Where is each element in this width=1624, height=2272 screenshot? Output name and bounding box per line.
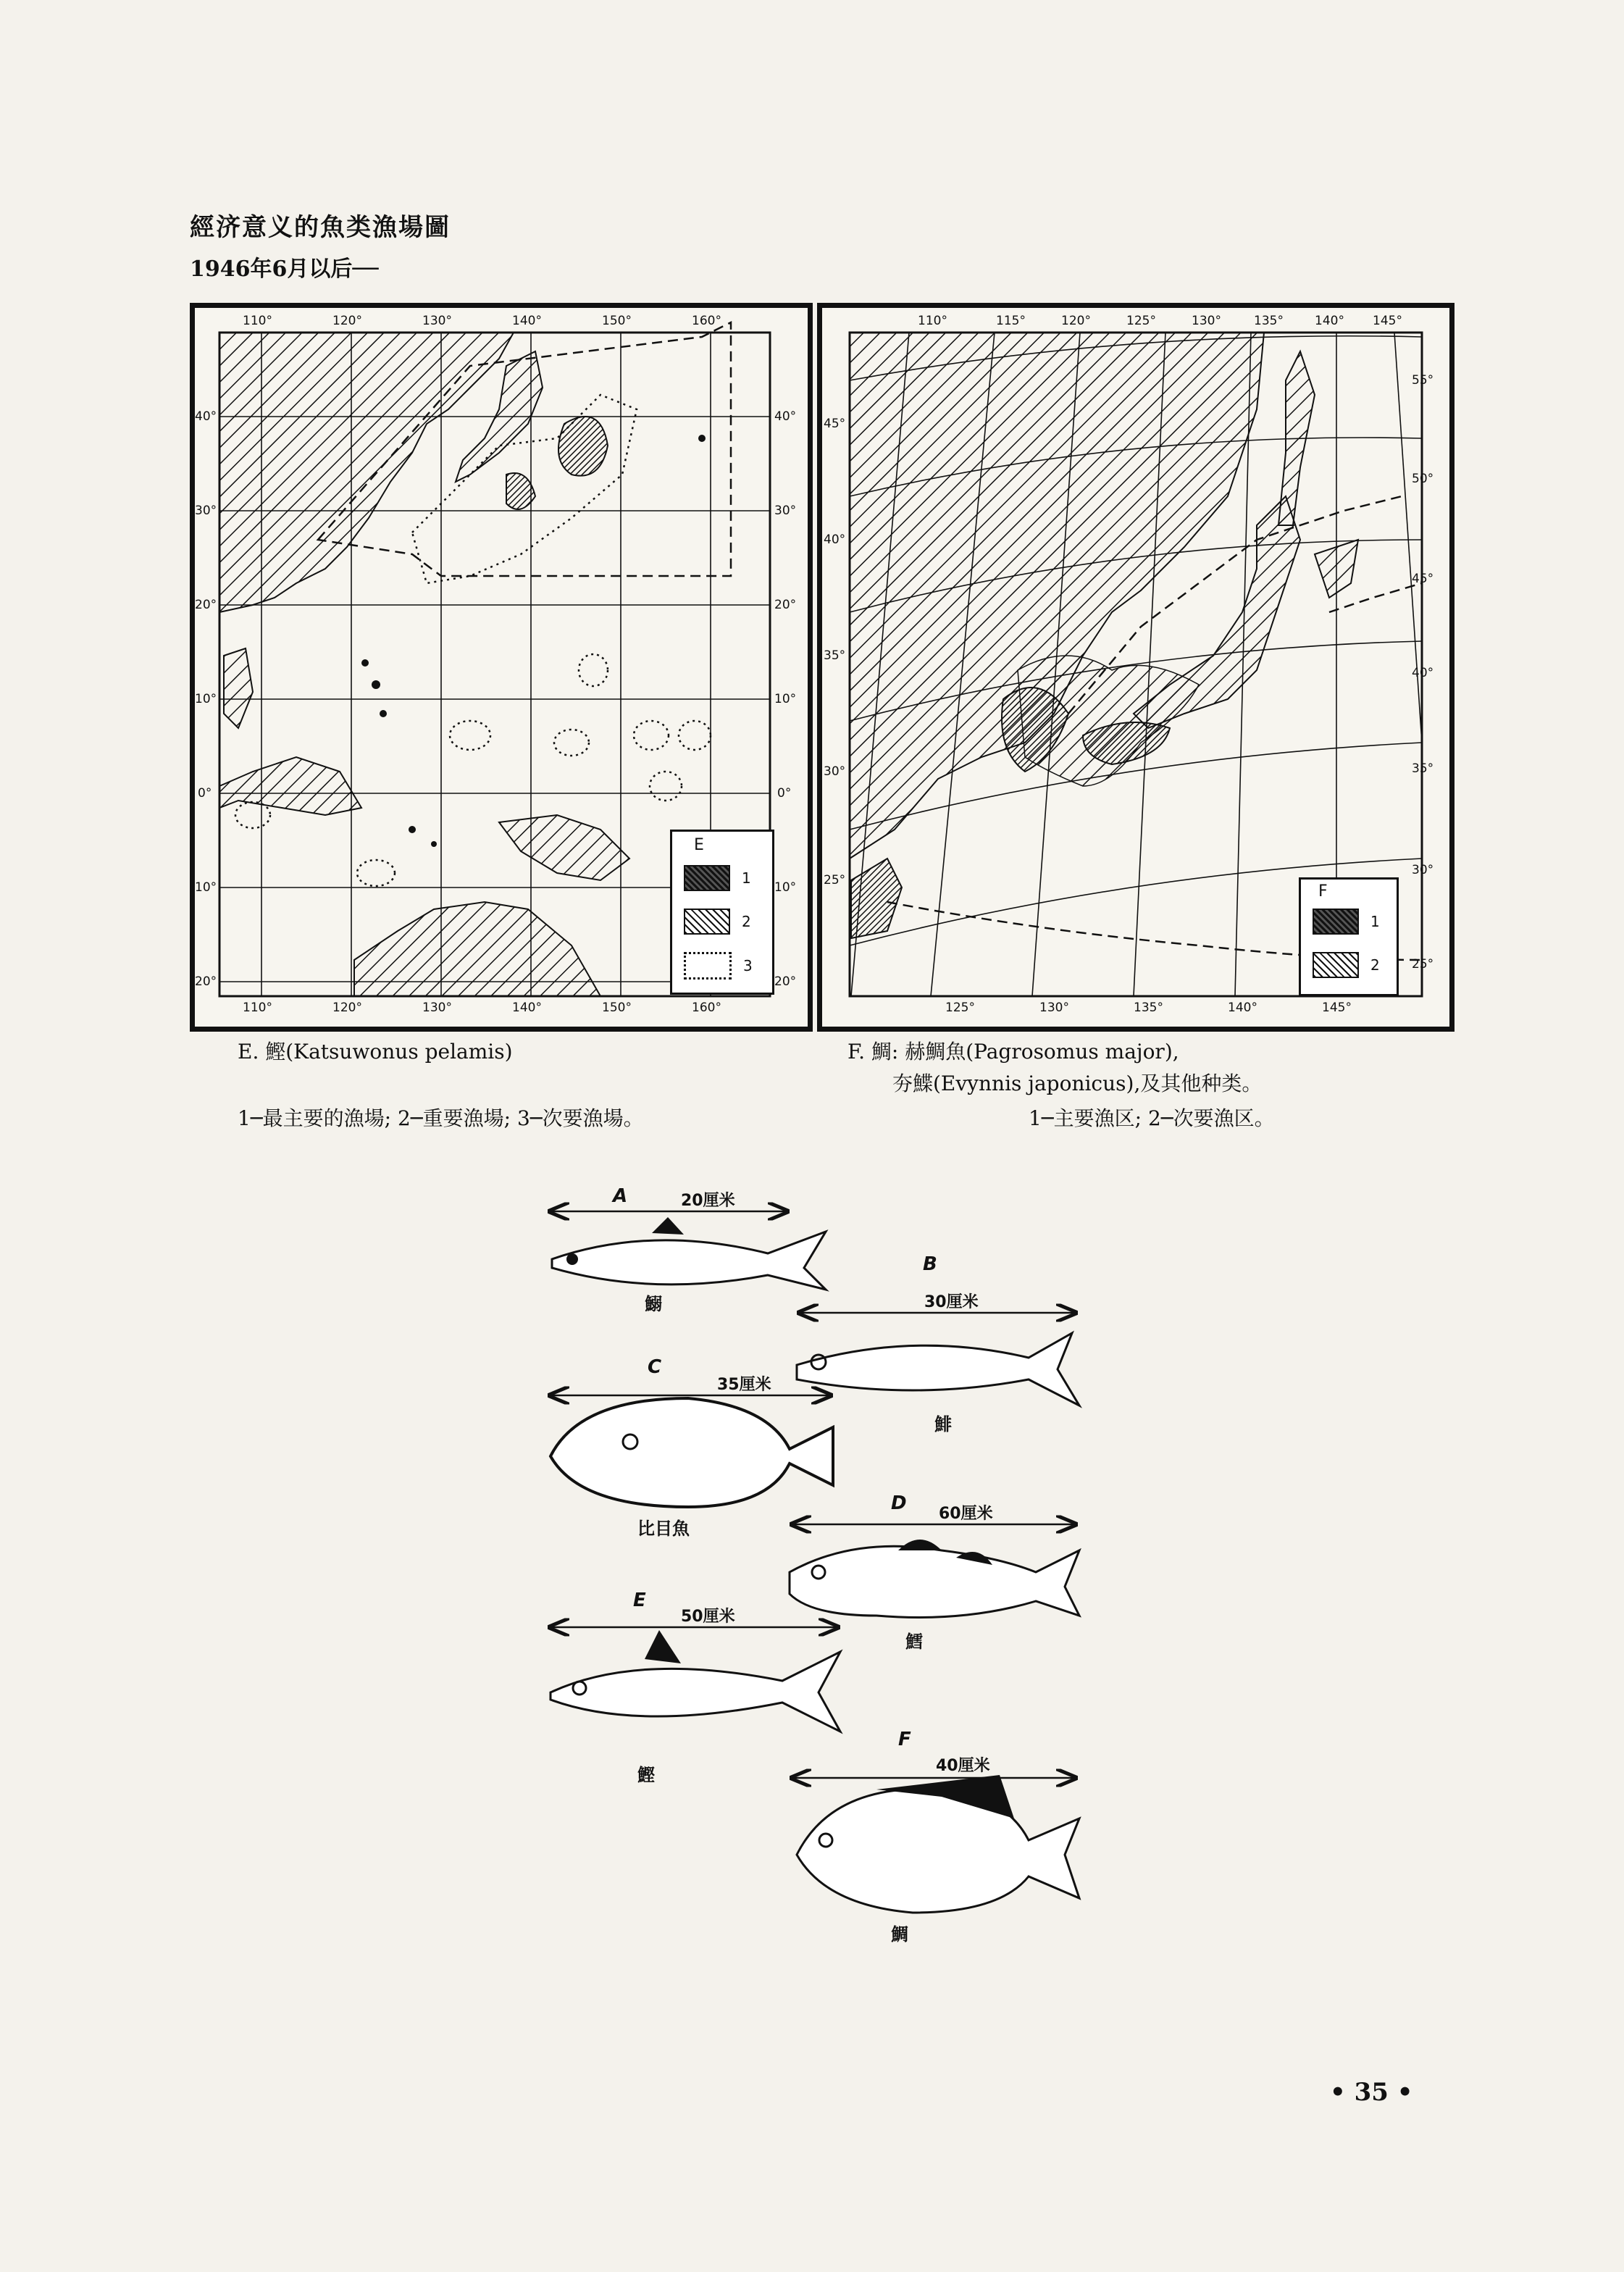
- figure-title: 經济意义的魚类漁場圖: [190, 213, 451, 242]
- map-e-skipjack-fishing-grounds: 110° 120° 130° 140° 150° 160° 110° 120° 130° 140° 150° 160° 40° 30° 20° 10° 0° 10° 20° 40° 30° 20° 10° 0° 10° 20° E 1 2 3: [190, 303, 813, 1032]
- map-f-caption-line1: F. 鯛: 赫鯛魚(Pagrosomus major),: [847, 1040, 1179, 1064]
- fish-e-skipjack: [551, 1630, 840, 1732]
- map-f-legend: F 1 2: [1299, 877, 1399, 996]
- fish-c-flatfish: [551, 1398, 833, 1507]
- map-f-caption-line2: 夯鰈(Evynnis japonicus),及其他种类。: [892, 1072, 1263, 1095]
- fish-b-herring: [797, 1333, 1079, 1406]
- map-f-sea-bream-fishing-grounds: 110° 115° 120° 125° 130° 135° 140° 145° 125° 130° 135° 140° 145° 45° 40° 35° 30° 25° 55° 50° 45° 40° 35° 30° 25° F 1 2: [817, 303, 1455, 1032]
- figure-subtitle: 1946年6月以后──: [190, 256, 379, 282]
- page-number: • 35 •: [1330, 2078, 1413, 2107]
- fish-a-sardine: [552, 1217, 826, 1290]
- map-e-legend-caption: 1─最主要的漁場; 2─重要漁場; 3─次要漁場。: [238, 1106, 644, 1130]
- map-e-caption: E. 鰹(Katsuwonus pelamis): [238, 1040, 513, 1064]
- fish-d-cod: [790, 1540, 1079, 1618]
- fish-f-sea-bream: [797, 1775, 1079, 1913]
- map-e-legend: E 1 2 3: [670, 830, 774, 995]
- map-f-legend-caption: 1─主要漁区; 2─次要漁区。: [1029, 1106, 1275, 1130]
